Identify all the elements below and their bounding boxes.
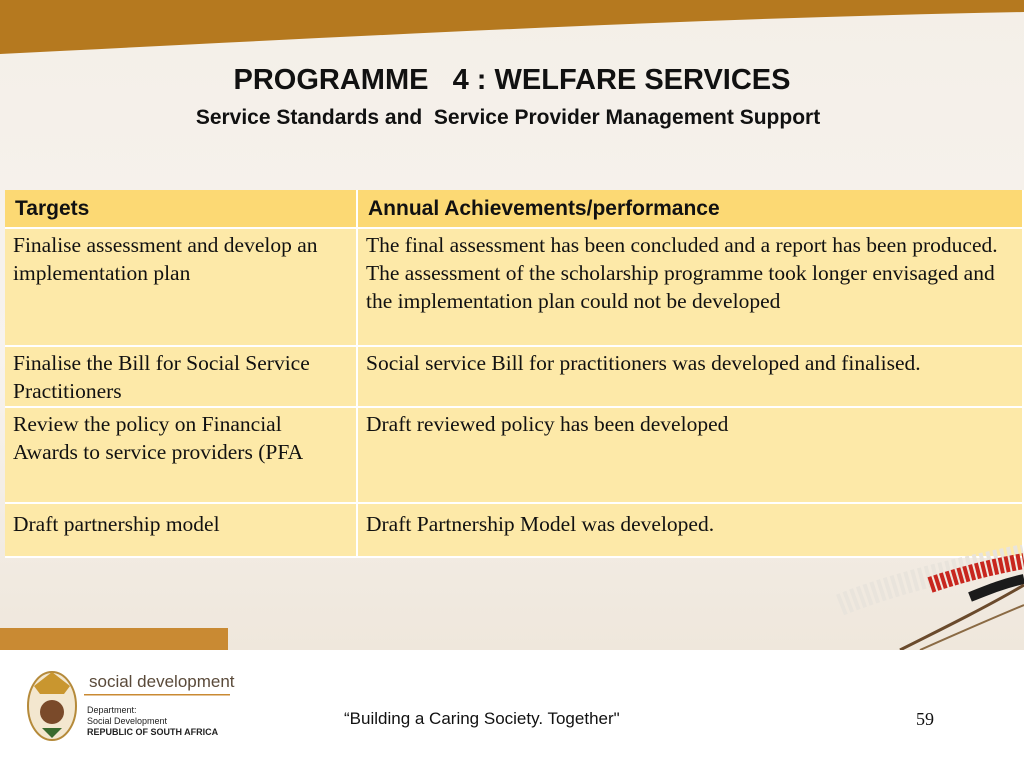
target-cell: Review the policy on Financial Awards to service providers (PFA — [5, 408, 358, 504]
department-info — [87, 705, 218, 738]
achievement-line: Draft Partnership Model was developed. — [366, 512, 715, 536]
target-cell: Finalise assessment and develop an implementation plan — [5, 229, 358, 347]
column-header-achievements: Annual Achievements/performance — [358, 190, 1024, 229]
target-cell: Finalise the Bill for Social Service Practitioners — [5, 347, 358, 408]
achievement-line: Social service Bill for practitioners was developed and finalised. — [366, 351, 921, 375]
targets-table — [5, 190, 1024, 558]
column-header-targets: Targets — [5, 190, 358, 229]
achievement-cell — [358, 229, 1024, 347]
page-number: 59 — [916, 709, 934, 729]
target-cell: Draft partnership model — [5, 504, 358, 558]
bottom-band — [0, 628, 228, 650]
achievement-line: The final assessment has been concluded and a report has been produced. — [366, 233, 998, 257]
table-row — [5, 229, 1024, 347]
achievement-line: The assessment of the scholarship programme took longer envisaged and the implementation plan could not be developed — [366, 261, 995, 313]
department-line: Department: — [87, 705, 137, 715]
table-row — [5, 347, 1024, 408]
page-title: PROGRAMME 4 : WELFARE SERVICES — [233, 64, 791, 96]
brand-name: social development — [89, 672, 235, 691]
department-line: REPUBLIC OF SOUTH AFRICA — [87, 727, 219, 737]
achievement-cell — [358, 347, 1024, 408]
beadwork-decoration-icon — [800, 545, 1024, 650]
achievement-line: Draft reviewed policy has been developed — [366, 412, 729, 436]
achievement-cell — [358, 408, 1024, 504]
top-band — [0, 0, 1024, 70]
tagline: “Building a Caring Society. Together" — [344, 709, 620, 728]
table-row — [5, 408, 1024, 504]
department-line: Social Development — [87, 716, 168, 726]
page-subtitle: Service Standards and Service Provider Management Support — [195, 106, 821, 129]
table-header-row — [5, 190, 1024, 229]
